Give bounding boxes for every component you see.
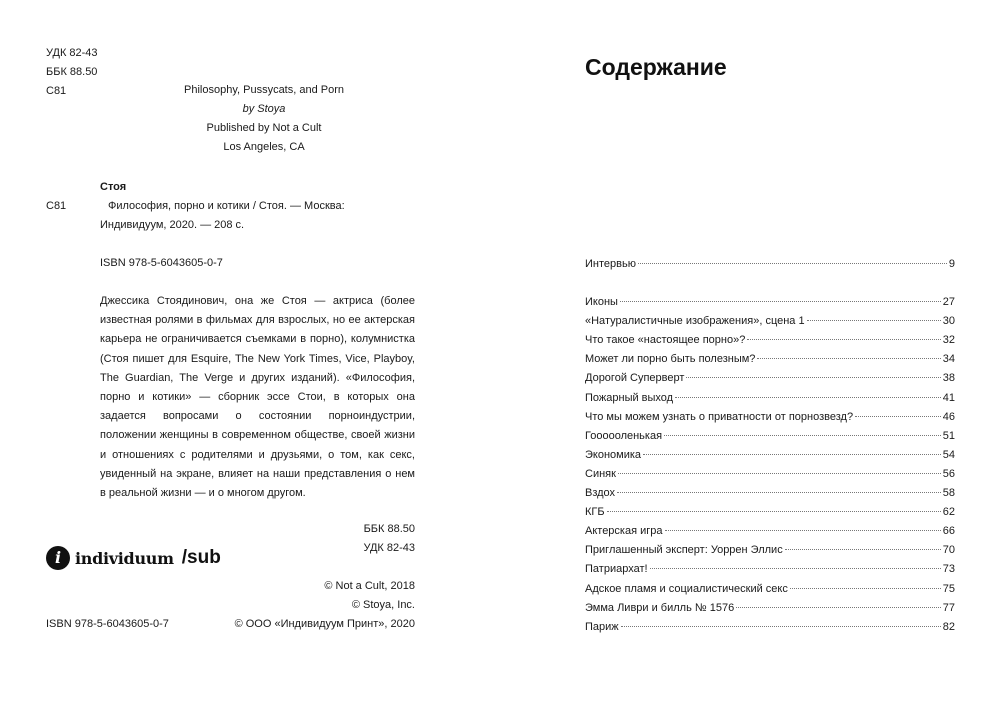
publisher-logo — [46, 544, 221, 572]
toc-leader-dots — [675, 397, 941, 398]
toc-entry-title: «Натуралистичные изображения», сцена 1 — [585, 315, 805, 328]
toc-entry[interactable] — [585, 293, 955, 312]
toc-entry-page: 75 — [942, 582, 955, 595]
toc-leader-dots — [736, 607, 941, 608]
toc-entry-title: Гоооооленькая — [585, 429, 663, 442]
toc-entry[interactable] — [585, 580, 955, 599]
toc-entry[interactable] — [585, 427, 955, 446]
toc-leader-dots — [807, 320, 941, 321]
toc-entry[interactable] — [585, 618, 955, 637]
original-city: Los Angeles, CA — [223, 141, 305, 153]
toc-entry-title: Адское пламя и социалистический секс — [585, 582, 788, 595]
toc-entry-page: 62 — [942, 506, 955, 519]
copyright-individuum: © ООО «Индивидуум Принт», 2020 — [234, 618, 415, 630]
logo-sub: /sub — [181, 547, 221, 568]
toc-entry[interactable] — [585, 331, 955, 350]
toc-entry-title: Патриархат! — [585, 563, 648, 576]
toc-entry-page: 77 — [942, 601, 955, 614]
toc-entry-title: Актерская игра — [585, 525, 663, 538]
toc-entry[interactable] — [585, 522, 955, 541]
toc-leader-dots — [855, 416, 941, 417]
toc-leader-dots — [607, 511, 941, 512]
contents-title: Содержание — [585, 54, 727, 80]
toc-entry-title: Может ли порно быть полезным? — [585, 353, 756, 366]
original-title: Philosophy, Pussycats, and Porn — [184, 84, 344, 96]
toc-entry-page: 73 — [942, 563, 955, 576]
toc-entry[interactable] — [585, 599, 955, 618]
toc-entry-title: Вздох — [585, 487, 616, 500]
toc-entry-page: 32 — [942, 334, 955, 347]
annotation-paragraph: Джессика Стоядинович, она же Стоя — актриса (более известная ролями в фильмах для взрослых, но ее актерская карьера не ограничивается съемками в порно), колумнистка (Стоя пишет для Esquire, The New York Times, Vice, Playboy, The Guardian, The Verge и других изданий). «Философия, порно и котики» — сборник эссе Стои, в которых она задается вопросами о состоянии порноиндустрии, положении женщины в современном обществе, своей жизни и отношениях с родителями и друзьями, о том, как секс, увиденный на экране, влияет на наши представления о нем в реальной жизни — и о многом другом. — [100, 295, 415, 500]
individuum-logo-icon: i — [46, 546, 70, 570]
toc-entry[interactable] — [585, 255, 955, 274]
toc-entry[interactable] — [585, 350, 955, 369]
toc-entry-title: Что такое «настоящее порно»? — [585, 334, 746, 347]
original-edition-block — [184, 81, 344, 157]
toc-entry-page: 54 — [942, 448, 955, 461]
toc-entry[interactable] — [585, 369, 955, 388]
toc-entry-page: 51 — [942, 429, 955, 442]
toc-entry-page: 9 — [948, 258, 955, 270]
original-author: by Stoya — [242, 103, 286, 115]
toc-leader-dots — [686, 377, 940, 378]
toc-entry-title: Интервью — [585, 258, 636, 270]
toc-entry-title: Экономика — [585, 448, 642, 461]
toc-entry-page: 41 — [942, 391, 955, 404]
toc-entry-page: 56 — [942, 467, 955, 480]
bibliographic-line-1: Философия, порно и котики / Стоя. — Москва: — [108, 200, 345, 212]
toc-entry-page: 46 — [942, 410, 955, 423]
toc-leader-dots — [664, 435, 941, 436]
toc-leader-dots — [638, 263, 947, 264]
table-of-contents — [585, 255, 955, 637]
toc-entry-page: 27 — [942, 296, 955, 309]
toc-entry[interactable] — [585, 389, 955, 408]
toc-entry-page: 70 — [942, 544, 955, 557]
toc-entry-page: 34 — [942, 353, 955, 366]
toc-entry-page: 30 — [942, 315, 955, 328]
toc-leader-dots — [621, 626, 941, 627]
udk-bottom: УДК 82-43 — [363, 542, 415, 554]
bbk-top: ББК 88.50 — [46, 66, 98, 78]
toc-entry-page: 58 — [942, 487, 955, 500]
toc-entry[interactable] — [585, 312, 955, 331]
toc-entry-title: Эмма Ливри и билль № 1576 — [585, 601, 735, 614]
udk-top: УДК 82-43 — [46, 47, 98, 59]
toc-leader-dots — [790, 588, 941, 589]
author-mark-2: С81 — [46, 200, 67, 212]
toc-entry[interactable] — [585, 541, 955, 560]
toc-entry-title: Синяк — [585, 467, 616, 480]
toc-entry-title: Париж — [585, 620, 619, 633]
toc-entry-title: Пожарный выход — [585, 391, 674, 404]
toc-entry-page: 82 — [942, 620, 955, 633]
toc-entry[interactable] — [585, 560, 955, 579]
toc-entry[interactable] — [585, 408, 955, 427]
copyright-not-a-cult: © Not a Cult, 2018 — [324, 580, 415, 592]
toc-entry-title: Приглашенный эксперт: Уоррен Эллис — [585, 544, 783, 557]
toc-leader-dots — [785, 549, 941, 550]
bibliographic-line-2: Индивидуум, 2020. — 208 с. — [100, 219, 245, 231]
original-publisher: Published by Not a Cult — [206, 122, 322, 134]
toc-entry[interactable] — [585, 446, 955, 465]
toc-leader-dots — [665, 530, 941, 531]
toc-entry-title: Дорогой Суперверт — [585, 372, 685, 385]
toc-entry[interactable] — [585, 484, 955, 503]
toc-leader-dots — [618, 473, 941, 474]
right-page — [500, 0, 1000, 712]
toc-leader-dots — [643, 454, 941, 455]
toc-entry-title: Что мы можем узнать о приватности от порнозвезд? — [585, 410, 854, 423]
toc-leader-dots — [757, 358, 940, 359]
logo-name: individuum — [75, 548, 174, 568]
toc-entry-page: 66 — [942, 525, 955, 538]
bbk-bottom: ББК 88.50 — [363, 523, 415, 535]
toc-entry-page: 38 — [942, 372, 955, 385]
toc-leader-dots — [747, 339, 940, 340]
toc-entry[interactable] — [585, 465, 955, 484]
toc-leader-dots — [617, 492, 941, 493]
toc-entry-title: КГБ — [585, 506, 605, 519]
toc-entry-title: Иконы — [585, 296, 618, 309]
toc-leader-dots — [620, 301, 941, 302]
isbn-main: ISBN 978-5-6043605-0-7 — [100, 257, 223, 269]
toc-entry[interactable] — [585, 503, 955, 522]
isbn-bottom: ISBN 978-5-6043605-0-7 — [46, 618, 169, 630]
copyright-stoya: © Stoya, Inc. — [351, 599, 415, 611]
author-name: Стоя — [100, 181, 127, 193]
author-mark-1: С81 — [46, 85, 67, 97]
toc-leader-dots — [650, 568, 941, 569]
